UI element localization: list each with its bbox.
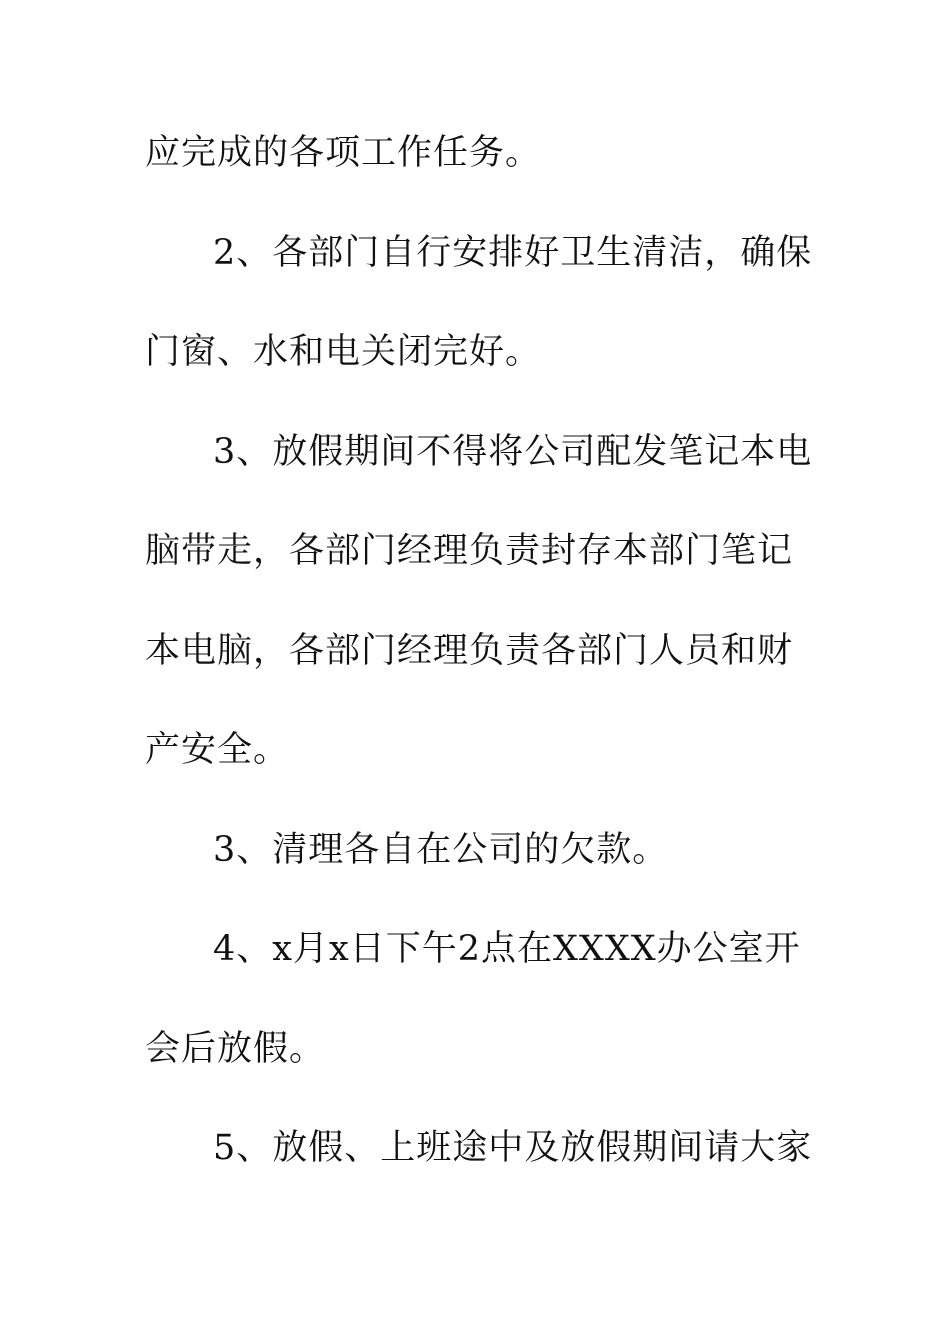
text-line: 5、放假、上班途中及放假期间请大家: [213, 1128, 813, 1168]
text-line: 会后放假。: [145, 1029, 326, 1069]
text-line: 本电脑，各部门经理负责各部门人员和财: [145, 631, 794, 671]
text-line: 产安全。: [145, 730, 290, 770]
text-line: 3、放假期间不得将公司配发笔记本电: [213, 432, 813, 472]
text-line: 门窗、水和电关闭完好。: [145, 332, 542, 372]
text-line: 应完成的各项工作任务。: [145, 133, 542, 173]
text-line: 4、x月x日下午2点在XXXX办公室开: [213, 929, 801, 969]
text-line: 脑带走，各部门经理负责封存本部门笔记: [145, 531, 794, 571]
text-line: 2、各部门自行安排好卫生清洁，确保: [213, 233, 813, 273]
text-line: 3、清理各自在公司的欠款。: [213, 830, 669, 870]
